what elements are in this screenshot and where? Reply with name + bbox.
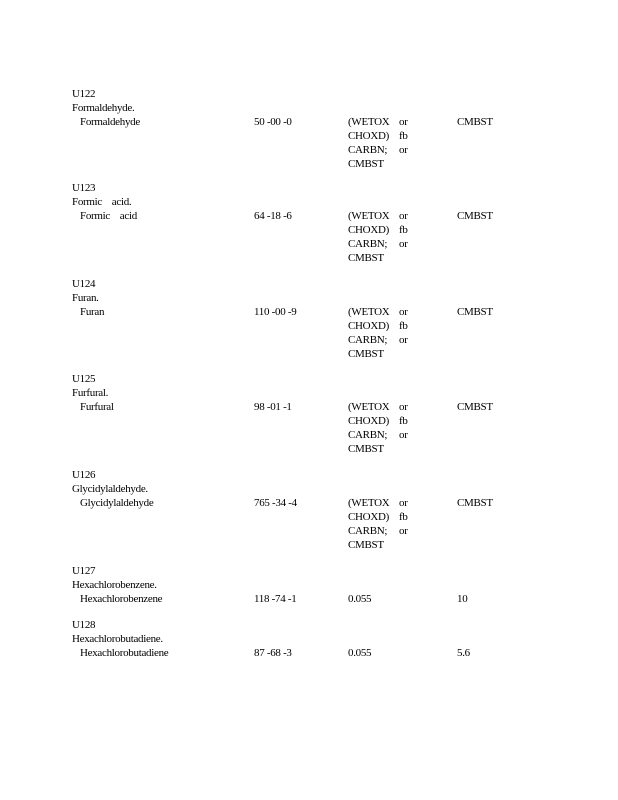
technology-line: CMBST [348, 539, 384, 551]
technology-line: CARBN; or [348, 525, 408, 537]
technology-line: (WETOX or [348, 116, 408, 128]
constituent-name: Formaldehyde [80, 116, 140, 128]
technology-line: CHOXD) fb [348, 511, 408, 523]
waste-code: U123 [72, 182, 96, 194]
cas-number: 98 -01 -1 [254, 401, 292, 413]
technology-line: CHOXD) fb [348, 320, 408, 332]
wastewater-standard: 0.055 [348, 647, 372, 659]
technology-line: CMBST [348, 252, 384, 264]
cas-number: 118 -74 -1 [254, 593, 297, 605]
constituent-name: Glycidylaldehyde [80, 497, 154, 509]
wastewater-standard [348, 496, 408, 552]
technology-line: CMBST [348, 443, 384, 455]
waste-code: U126 [72, 469, 96, 481]
cas-number: 110 -00 -9 [254, 306, 297, 318]
technology-line: (WETOX or [348, 210, 408, 222]
technology-line: (WETOX or [348, 401, 408, 413]
constituent-name: Formic acid [80, 210, 137, 222]
constituent-group: Hexachlorobutadiene. [72, 633, 163, 645]
wastewater-standard [348, 400, 408, 456]
constituent-name: Furfural [80, 401, 114, 413]
nonwastewater-standard: CMBST [457, 401, 493, 413]
nonwastewater-standard: CMBST [457, 116, 493, 128]
technology-line: CMBST [348, 348, 384, 360]
technology-line: CHOXD) fb [348, 224, 408, 236]
technology-line: CMBST [348, 158, 384, 170]
waste-code: U125 [72, 373, 96, 385]
constituent-group: Furan. [72, 292, 99, 304]
technology-line: CARBN; or [348, 429, 408, 441]
constituent-name: Furan [80, 306, 105, 318]
cas-number: 50 -00 -0 [254, 116, 292, 128]
technology-line: (WETOX or [348, 306, 408, 318]
technology-line: CHOXD) fb [348, 130, 408, 142]
nonwastewater-standard: CMBST [457, 497, 493, 509]
waste-code: U122 [72, 88, 96, 100]
cas-number: 87 -68 -3 [254, 647, 292, 659]
wastewater-standard: 0.055 [348, 593, 372, 605]
wastewater-standard [348, 305, 408, 361]
technology-line: CARBN; or [348, 334, 408, 346]
constituent-group: Hexachlorobenzene. [72, 579, 157, 591]
waste-code: U124 [72, 278, 96, 290]
cas-number: 64 -18 -6 [254, 210, 292, 222]
constituent-group: Formaldehyde. [72, 102, 135, 114]
constituent-group: Furfural. [72, 387, 109, 399]
technology-line: CARBN; or [348, 238, 408, 250]
waste-code: U127 [72, 565, 96, 577]
wastewater-standard [348, 209, 408, 265]
nonwastewater-standard: 10 [457, 593, 468, 605]
technology-line: CARBN; or [348, 144, 408, 156]
nonwastewater-standard: 5.6 [457, 647, 470, 659]
nonwastewater-standard: CMBST [457, 306, 493, 318]
technology-line: CHOXD) fb [348, 415, 408, 427]
nonwastewater-standard: CMBST [457, 210, 493, 222]
cas-number: 765 -34 -4 [254, 497, 297, 509]
technology-line: (WETOX or [348, 497, 408, 509]
wastewater-standard [348, 115, 408, 171]
waste-code: U128 [72, 619, 96, 631]
constituent-group: Glycidylaldehyde. [72, 483, 148, 495]
constituent-group: Formic acid. [72, 196, 132, 208]
constituent-name: Hexachlorobenzene [80, 593, 163, 605]
constituent-name: Hexachlorobutadiene [80, 647, 169, 659]
